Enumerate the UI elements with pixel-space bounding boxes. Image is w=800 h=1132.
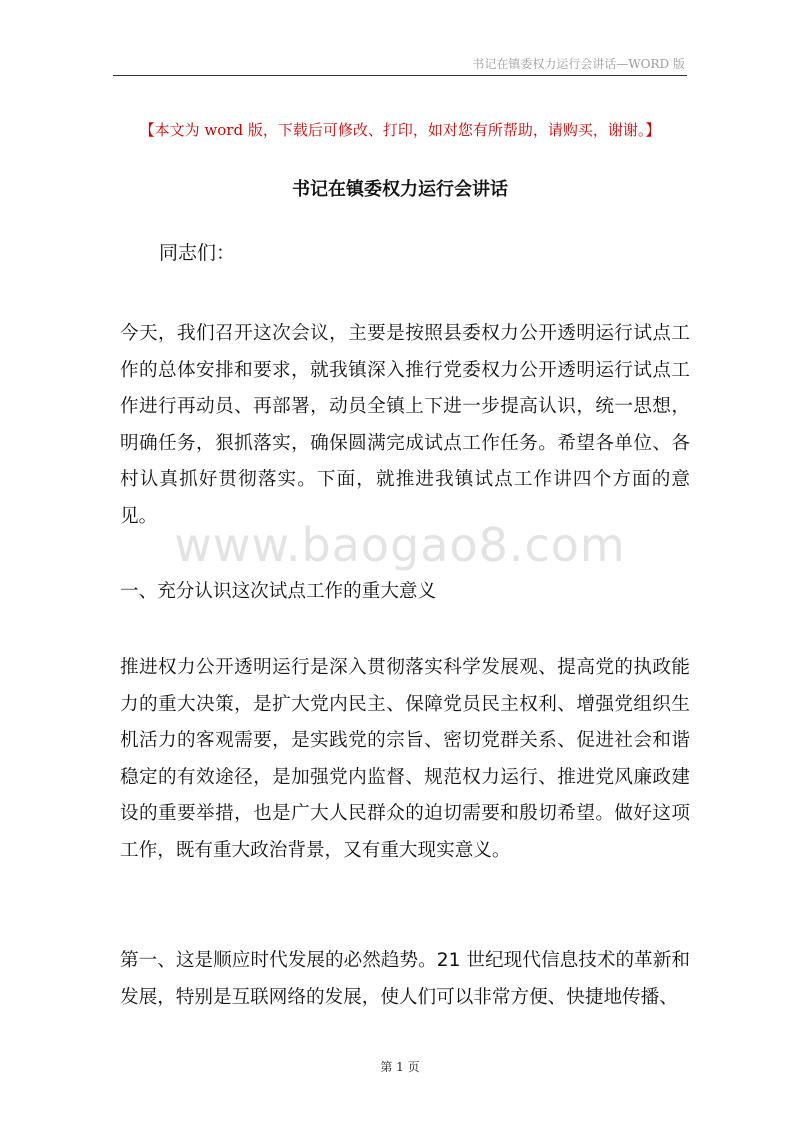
section-heading-1: 一、充分认识这次试点工作的重大意义 <box>120 581 437 602</box>
paragraph-first-point: 第一、这是顺应时代发展的必然趋势。21 世纪现代信息技术的革新和发展，特别是互联网络的发展，使人们可以非常方便、快捷地传播、 <box>120 950 690 1008</box>
download-notice: 【本文为 word 版，下载后可修改、打印，如对您有所帮助，请购买，谢谢。】 <box>139 121 661 139</box>
document-title: 书记在镇委权力运行会讲话 <box>292 179 508 200</box>
page-number: 第 1 页 <box>380 1060 420 1074</box>
running-header: 书记在镇委权力运行会讲话—WORD 版 <box>472 57 685 71</box>
salutation: 同志们： <box>159 242 236 264</box>
paragraph-intro: 今天，我们召开这次会议，主要是按照县委权力公开透明运行试点工作的总体安排和要求，就我镇深入推行党委权力公开透明运行试点工作进行再动员、再部署，动员全镇上下进一步提高认识，统一思想，明确任务，狠抓落实，确保圆满完成试点工作任务。希望各单位、各村认真抓好贯彻落实。下面，就推进我镇试点工作讲四个方面的意见。 <box>120 323 690 527</box>
header-divider <box>113 75 687 76</box>
paragraph-significance: 推进权力公开透明运行是深入贯彻落实科学发展观、提高党的执政能力的重大决策，是扩大党内民主、保障党员民主权利、增强党组织生机活力的客观需要，是实践党的宗旨、密切党群关系、促进社会和谐稳定的有效途径，是加强党内监督、规范权力运行、推进党风廉政建设的重要举措，也是广大人民群众的迫切需要和殷切希望。做好这项工作，既有重大政治背景，又有重大现实意义。 <box>120 657 690 861</box>
site-watermark: www.baogao8.com <box>174 518 626 572</box>
